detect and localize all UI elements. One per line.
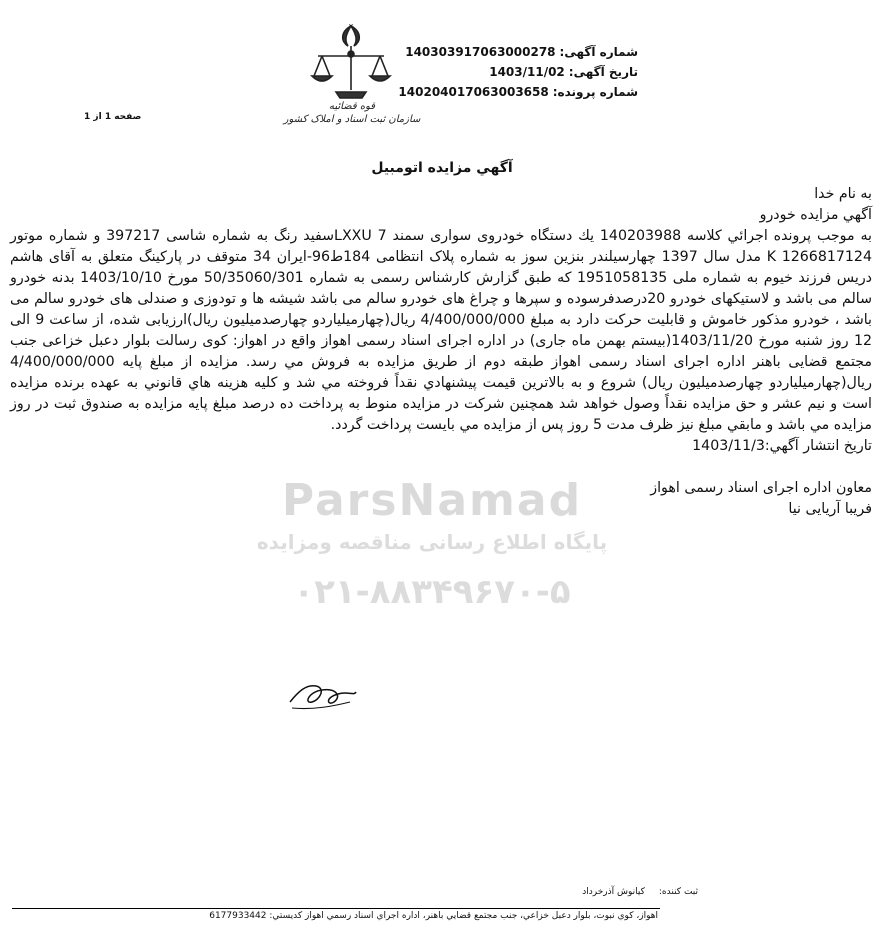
registered-by-name: کیانوش آذرخرداد <box>582 887 645 897</box>
handwritten-signature <box>284 662 364 722</box>
case-number-row <box>398 82 638 102</box>
body-subtitle: آگهي مزايده خودرو <box>759 207 872 223</box>
emblem-caption-line2: سازمان ثبت اسناد و املاک کشور <box>283 114 421 125</box>
page-number: صفحه 1 از 1 <box>84 112 142 122</box>
document-title: آگهي مزايده اتومبيل <box>371 160 513 176</box>
registered-by <box>498 887 698 897</box>
auction-paragraph: به موجب پرونده اجرائي كلاسه 140203988 يك دستگاه خودروی سواری سمند LXXU 7سفید رنگ به شماره شاسی 397217 و شماره موتور 1266817124 K مدل سال 1397 چهارسیلندر بنزین سوز به شماره پلاک انتظامی 184ط96-ایران 34 متوقف در پارکینگ متعلق به آقای هاشم دریس فرزند خیوم به شماره ملی 1951058135 که طبق گزارش کارشناس رسمی به شماره 50/35060/301 مورخ 1403/10/10 بدنه خودرو سالم می باشد و لاستیکهای خودرو 20درصدفرسوده و سپرها و چراغ های خودرو سالم می باشد شیشه ها و تودوزی و صندلی های خودرو سالم می باشد ، خودرو مذکور خاموش و قابلیت حرکت دارد به مبلغ 4/400/000/000 ريال(چهارمیلیاردو چهارصدمیلیون ريال)ارزيابی شده، از ساعت 9 الی 12 روز شنبه مورخ 1403/11/20(بیستم بهمن ماه جاری) در اداره اجرای اسناد رسمی اهواز واقع در اهواز: کوی رسالت بلوار دعبل خزاعی جنب مجتمع قضایی باهنر اداره اجرای اسناد رسمی اهواز طبقه دوم از طريق مزايده به فروش مي رسد. مزايده از مبلغ پايه 4/400/000/000 ريال(چهارمیلیاردو چهارصدمیلیون ريال) شروع و به بالاترين قيمت پيشنهادي نقداً فروخته مي شد و كليه هزينه هاي قانوني به عهده برنده مزايده است و نيم عشر و حق مزايده نقداً وصول خواهد شد همچنين شركت در مزايده منوط به پرداخت ده درصد مبلغ پايه مزايده به صندوق ثبت در روز مزايده مي باشد و مابقي مبلغ نيز ظرف مدت 5 روز پس از مزايده مي بايست پرداخت گردد. <box>10 228 872 433</box>
ad-date-row <box>408 62 638 82</box>
ad-date-label: تاریخ آگهی: <box>568 65 638 79</box>
ad-date: 1403/11/02 <box>489 65 565 79</box>
registered-by-label: ثبت کننده: <box>658 887 698 897</box>
ad-number-label: شماره آگهی: <box>559 45 638 59</box>
ad-header-info <box>398 42 638 102</box>
spacer <box>10 457 872 478</box>
ad-number-row <box>405 42 638 62</box>
signer-title: معاون اداره اجرای اسناد رسمی اهواز <box>650 480 872 496</box>
watermark-brand: ParsNamad <box>281 475 583 526</box>
ad-number: 140303917063000278 <box>405 45 556 59</box>
watermark-tagline: پایگاه اطلاع رسانی مناقصه ومزایده <box>256 530 608 554</box>
publish-date: تاريخ انتشار آگهي:1403/11/3 <box>692 438 872 454</box>
signer-name: فريبا آريايی نيا <box>788 501 872 517</box>
footer-address: اهواز، کوي نبوت، بلوار دعبل خزاعي، جنب مجتمع قضايي باهنر، اداره اجراي اسناد رسمي اهواز کديستي: 6177933442 <box>209 911 658 921</box>
basmala: به نام خدا <box>814 186 872 202</box>
watermark-phone: ۰۲۱-۸۸۳۴۹۶۷۰-۵ <box>293 572 571 612</box>
footer-divider <box>12 908 660 909</box>
case-number-label: شماره پرونده: <box>552 85 638 99</box>
emblem-caption-line1: قوه قضائیه <box>328 101 376 112</box>
document-body <box>10 184 872 520</box>
case-number: 140204017063003658 <box>398 85 549 99</box>
emblem-caption <box>282 100 422 126</box>
